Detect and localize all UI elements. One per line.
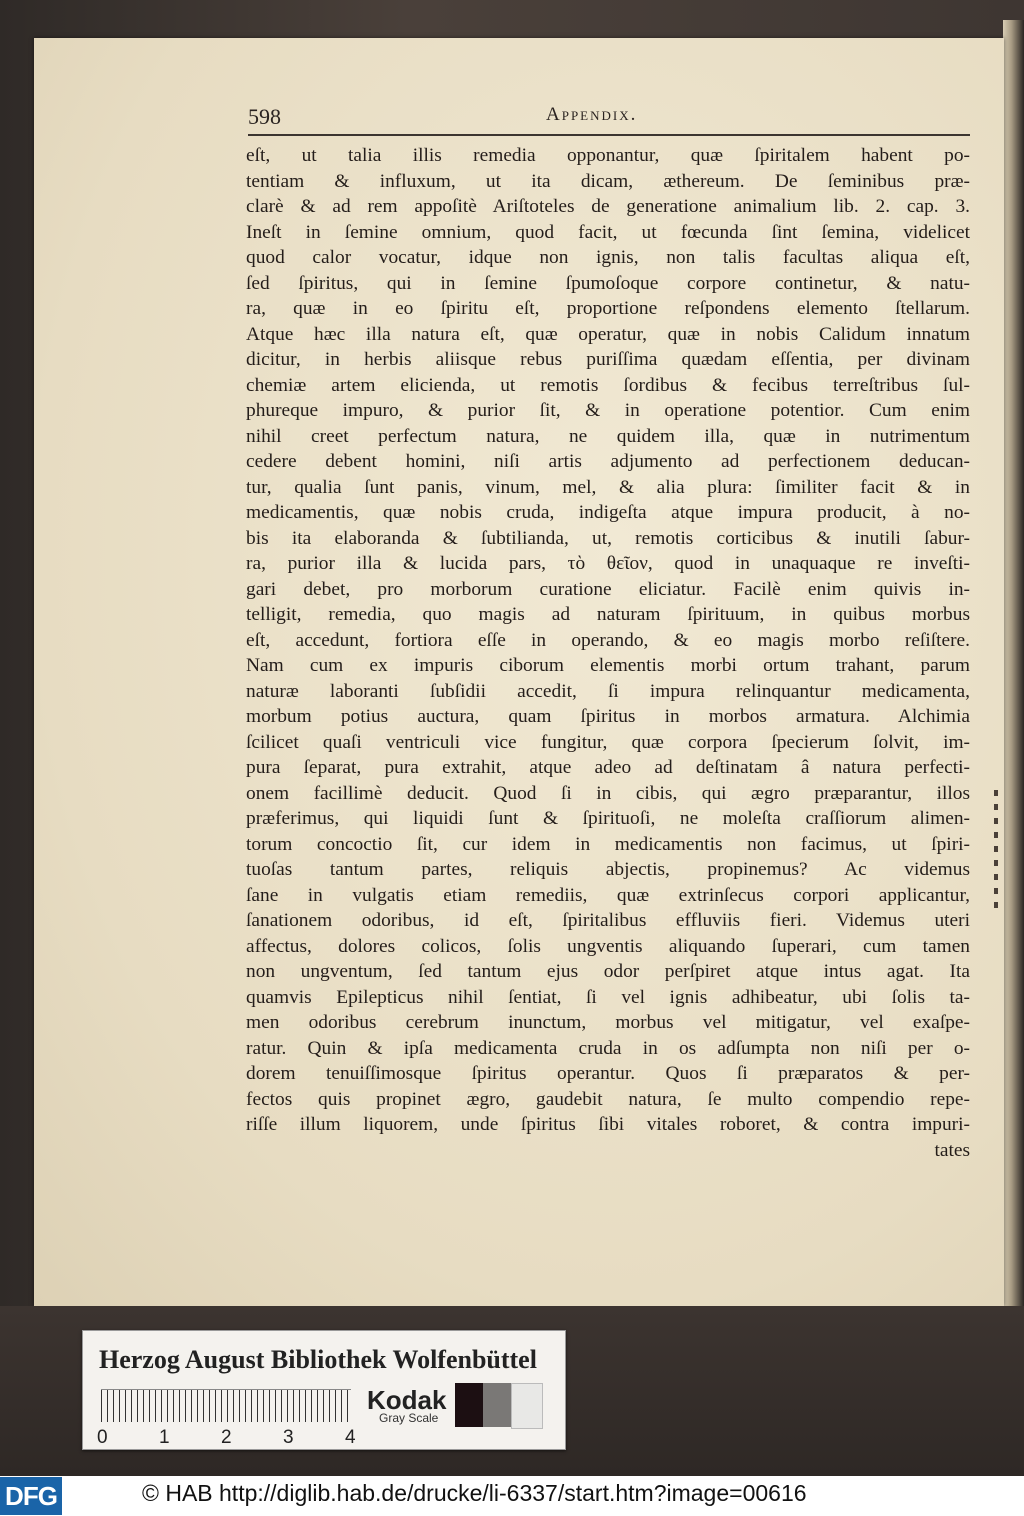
book-edge: [1003, 20, 1024, 1320]
text-line: nihil creet perfectum natura, ne quidem illa, quæ in nutrimentum: [246, 425, 970, 447]
text-line: ra, purior illa & lucida pars, τὸ θεῖον, quod in unaquaque re inveſti-: [246, 553, 970, 574]
text-line: ra, quæ in eo ſpiritu eſt, proportione reſpondens elemento ſtellarum.: [246, 298, 970, 319]
swatch-light: [511, 1383, 543, 1429]
text-line: men odoribus cerebrum inunctum, morbus vel mitigatur, vel exaſpe-: [246, 1012, 970, 1033]
copyright-credit[interactable]: © HAB http://diglib.hab.de/drucke/li-6337/start.htm?image=00616: [142, 1480, 807, 1506]
text-line: bis ita elaboranda & ſubtilianda, ut, remotis corticibus & inutili ſabur-: [246, 527, 970, 549]
text-line: dicitur, in herbis aliisque rebus puriſſima quædam eſſentia, per divinam: [246, 349, 970, 370]
text-line: gari debet, pro morborum curatione eliciatur. Facilè enim quivis in-: [246, 578, 970, 600]
text-line: quod calor vocatur, idque non ignis, non talis facultas aliqua eſt,: [246, 247, 970, 268]
text-line: eſt, ut talia illis remedia opponantur, quæ ſpiritalem habent po-: [246, 145, 970, 166]
page-number: 598: [248, 104, 281, 129]
text-line: onem facillimè deducit. Quod ſi in cibis, qui ægro præparantur, illos: [246, 782, 970, 804]
text-line: Ineſt in ſemine omnium, quod facit, ut fœcunda ſint ſemina, videlicet: [246, 221, 970, 243]
text-line: ſane in vulgatis etiam remediis, quæ extrinſecus corpori applicantur,: [246, 884, 970, 906]
text-line: ſed ſpiritus, qui in ſemine ſpumoſoque corpore continetur, & natu-: [246, 272, 970, 294]
text-line: quamvis Epilepticus nihil ſentiat, ſi vel ignis adhibeatur, ubi ſolis ta-: [246, 986, 970, 1008]
margin-marks: [994, 790, 998, 910]
text-line: ſanationem odoribus, id eſt, ſpiritalibus effluviis fieri. Videmus uteri: [246, 910, 970, 931]
text-line: affectus, dolores colicos, ſolis ungventis aliquando ſuperari, cum tamen: [246, 935, 970, 957]
page-header: [248, 100, 970, 130]
body-text: [246, 143, 970, 1163]
text-line: Atque hæc illa natura eſt, quæ operatur, quæ in nobis Calidum innatum: [246, 323, 970, 345]
ruler-mark: 1: [159, 1427, 170, 1448]
ruler-mark: 2: [221, 1427, 232, 1448]
text-line: dorem tenuiſſimosque ſpiritus operantur. Quos ſi præparatos & per-: [246, 1063, 970, 1084]
text-line: non ungventum, ſed tantum ejus odor perſpiret atque intus agat. Ita: [246, 961, 970, 982]
text-line: Nam cum ex impuris ciborum elementis morbi ortum trahant, parum: [246, 655, 970, 676]
ruler-mark: 3: [283, 1427, 294, 1448]
text-line: tuoſas tantum partes, reliquis abjectis, propinemus? Ac videmus: [246, 859, 970, 880]
library-name: Herzog August Bibliothek Wolfenbüttel: [99, 1345, 537, 1374]
text-line: naturæ laboranti ſubſidii accedit, ſi impura relinquantur medicamenta,: [246, 680, 970, 702]
header-rule: [248, 134, 970, 136]
measurement-ruler: [101, 1389, 351, 1422]
ruler-mark: 4: [345, 1427, 356, 1448]
swatch-black: [455, 1383, 483, 1427]
swatch-gray: [483, 1383, 511, 1427]
running-head: Appendix.: [546, 104, 638, 125]
text-line: cedere debent homini, niſi artis adjumento ad perfectionem deducan-: [246, 451, 970, 472]
text-line: clarè & ad rem appoſitè Ariſtoteles de generatione animalium lib. 2. cap. 3.: [246, 196, 970, 217]
kodak-logo: Kodak: [367, 1385, 447, 1415]
text-line: tates: [934, 1139, 970, 1161]
ruler-labels: [95, 1427, 355, 1447]
text-line: medicamentis, quæ nobis cruda, indigeſta atque impura producit, à no-: [246, 502, 970, 523]
text-line: tur, qualia ſunt panis, vinum, mel, & alia plura: ſimiliter facit & in: [246, 476, 970, 498]
text-line: tentiam & influxum, ut ita dicam, æthereum. De ſeminibus præ-: [246, 170, 970, 192]
text-line: præferimus, qui liquidi ſunt & ſpirituoſi, ne moleſta craſſiorum alimen-: [246, 808, 970, 829]
text-line: pura ſeparat, pura extrahit, atque adeo ad deſtinatam â natura perfecti-: [246, 757, 970, 778]
text-line: telligit, remedia, quo magis ad naturam ſpirituum, in quibus morbus: [246, 604, 970, 625]
footer-bar: [0, 1476, 1024, 1516]
text-line: morbum potius auctura, quam ſpiritus in morbos armatura. Alchimia: [246, 706, 970, 727]
dfg-logo: DFG: [0, 1477, 62, 1515]
text-line: ratur. Quin & ipſa medicamenta cruda in os adſumpta non niſi per o-: [246, 1037, 970, 1059]
text-line: chemiæ artem elicienda, ut remotis ſordibus & fecibus terreſtribus ſul-: [246, 374, 970, 396]
text-line: ſcilicet quaſi ventriculi vice fungitur, quæ corpora ſpecierum ſolvit, im-: [246, 731, 970, 753]
ruler-mark: 0: [97, 1427, 108, 1448]
text-line: riſſe illum liquorem, unde ſpiritus ſibi vitales roboret, & contra impuri-: [246, 1114, 970, 1135]
color-calibration-card: [82, 1330, 566, 1450]
text-line: fectos quis propinet ægro, gaudebit natura, ſe multo compendio repe-: [246, 1088, 970, 1110]
text-line: torum concoctio ſit, cur idem in medicamentis non facimus, ut ſpiri-: [246, 833, 970, 855]
gray-scale-label: Gray Scale: [379, 1411, 439, 1425]
text-line: phureque impuro, & purior ſit, & in operatione potentior. Cum enim: [246, 400, 970, 421]
text-line: eſt, accedunt, fortiora eſſe in operando, & eo magis morbo reſiſtere.: [246, 629, 970, 651]
